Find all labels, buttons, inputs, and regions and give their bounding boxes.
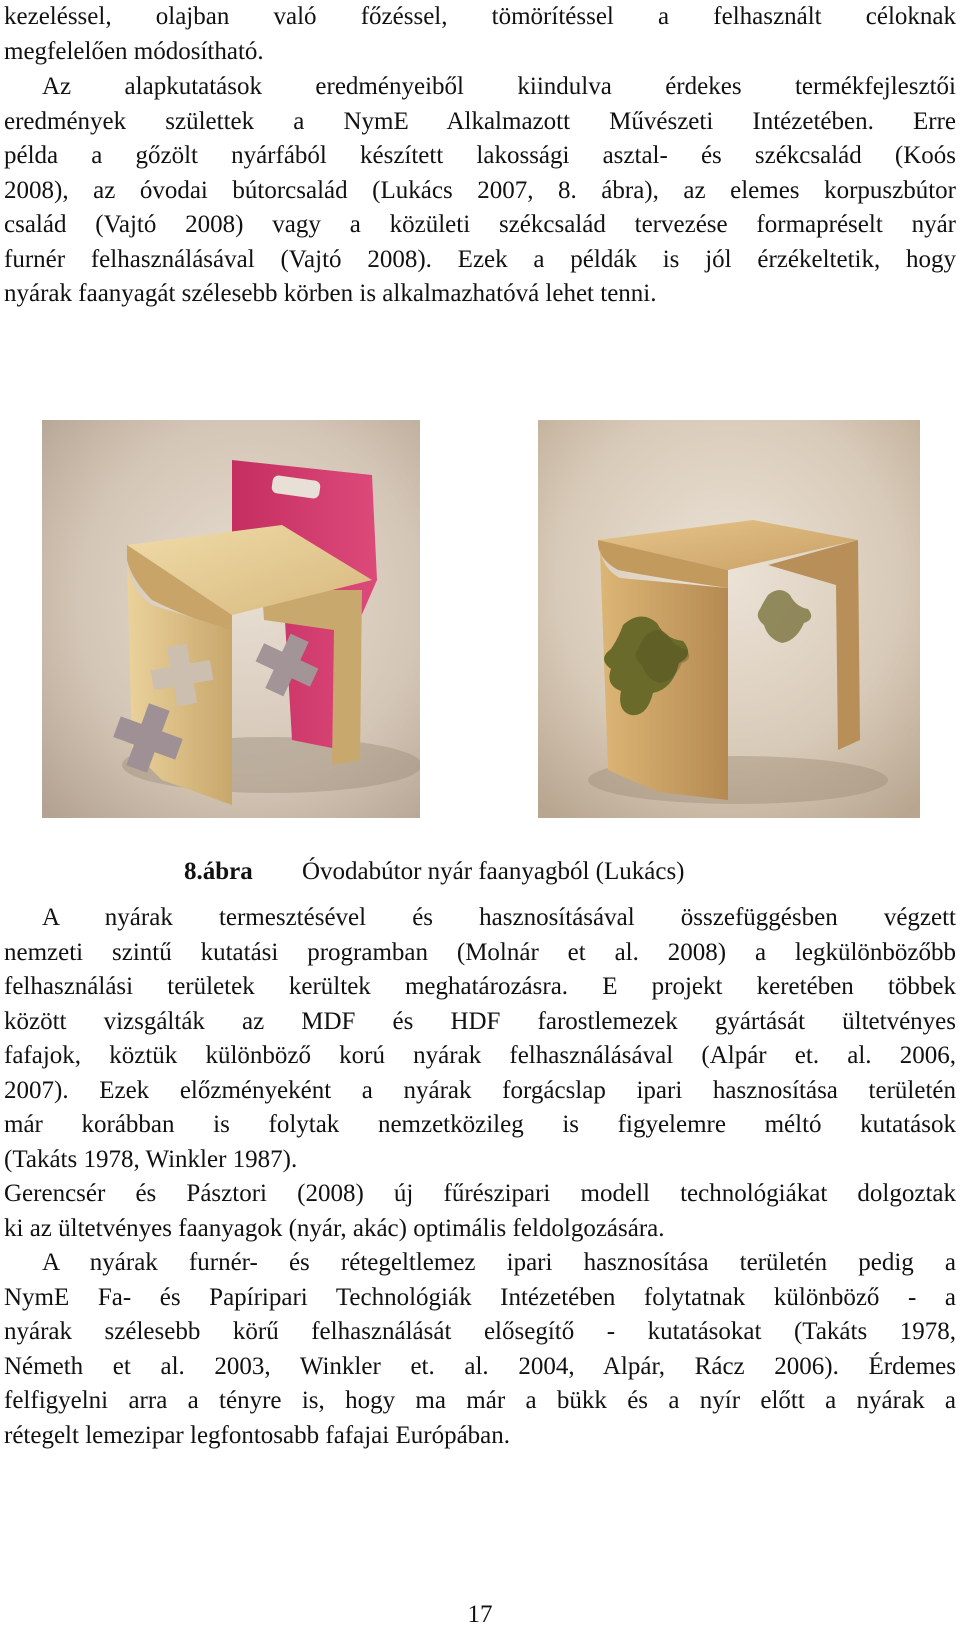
text-line: megfelelően módosítható. bbox=[4, 37, 264, 65]
figure-caption-text: Óvodabútor nyár faanyagból (Lukács) bbox=[302, 858, 685, 885]
text-line: 2007). Ezek előzményeként a nyárak forgácslap ipari hasznosítása területén bbox=[4, 1076, 956, 1104]
text-line: Németh et al. 2003, Winkler et. al. 2004, Alpár, Rácz 2006). Érdemes bbox=[4, 1352, 956, 1380]
figure-image-stool-with-pink-panel bbox=[42, 420, 420, 818]
text-line: család (Vajtó 2008) vagy a közületi székcsalád tervezése formapréselt nyár bbox=[4, 211, 956, 238]
figure-image-stool-with-green-figure bbox=[538, 420, 920, 818]
text-line: ki az ültetvényes faanyagok (nyár, akác) optimális feldolgozására. bbox=[4, 1214, 665, 1242]
text-line: fafajok, köztük különböző korú nyárak felhasználásával (Alpár et. al. 2006, bbox=[4, 1042, 956, 1069]
text-line: között vizsgálták az MDF és HDF farostlemezek gyártását ültetvényes bbox=[4, 1007, 956, 1035]
text-line: nemzeti szintű kutatási programban (Molnár et al. 2008) a legkülönbözőbb bbox=[4, 938, 956, 966]
text-line: NymE Fa- és Papíripari Technológiák Intézetében folytatnak különböző - a bbox=[4, 1283, 956, 1311]
page-number: 17 bbox=[467, 1601, 493, 1628]
text-line: (Takáts 1978, Winkler 1987). bbox=[4, 1145, 298, 1173]
paragraph-intro-continuation bbox=[4, 0, 956, 69]
text-line: rétegelt lemezipar legfontosabb fafajai Európában. bbox=[4, 1421, 511, 1449]
text-line: felhasználási területek kerültek meghatározásra. E projekt keretében többek bbox=[4, 973, 956, 1000]
paragraph-sawmill-technology bbox=[4, 1177, 956, 1246]
text-line: Az alapkutatások eredményeiből kiindulva érdekes termékfejlesztői bbox=[42, 73, 956, 100]
text-line: 2008), az óvodai bútorcsalád (Lukács 2007, 8. ábra), az elemes korpuszbútor bbox=[4, 176, 956, 204]
text-line: furnér felhasználásával (Vajtó 2008). Ezek a példák is jól érzékeltetik, hogy bbox=[4, 245, 956, 273]
figure-caption-number: 8.ábra bbox=[184, 858, 253, 885]
text-line: A nyárak furnér- és rétegeltlemez ipari hasznosítása területén pedig a bbox=[42, 1249, 956, 1276]
text-line: már korábban is folytak nemzetközileg is figyelemre méltó kutatások bbox=[4, 1111, 956, 1138]
paragraph-national-research bbox=[4, 901, 956, 1177]
text-line: példa a gőzölt nyárfából készített lakossági asztal- és székcsalád (Koós bbox=[4, 142, 956, 169]
text-line: eredmények születtek a NymE Alkalmazott Művészeti Intézetében. Erre bbox=[4, 107, 956, 135]
text-line: A nyárak termesztésével és hasznosításával összefüggésben végzett bbox=[42, 904, 956, 931]
paragraph-veneer-plywood bbox=[4, 1246, 956, 1453]
text-line: kezeléssel, olajban való főzéssel, tömörítéssel a felhasznált céloknak bbox=[4, 3, 956, 30]
text-line: felfigyelni arra a tényre is, hogy ma már a bükk és a nyír előtt a nyárak a bbox=[4, 1387, 956, 1414]
text-line: Gerencsér és Pásztori (2008) új fűrészipari modell technológiákat dolgoztak bbox=[4, 1180, 956, 1207]
text-line: nyárak szélesebb körű felhasználását elősegítő - kutatásokat (Takáts 1978, bbox=[4, 1318, 956, 1345]
text-line: nyárak faanyagát szélesebb körben is alkalmazhatóvá lehet tenni. bbox=[4, 280, 657, 307]
paragraph-product-development bbox=[4, 70, 956, 312]
